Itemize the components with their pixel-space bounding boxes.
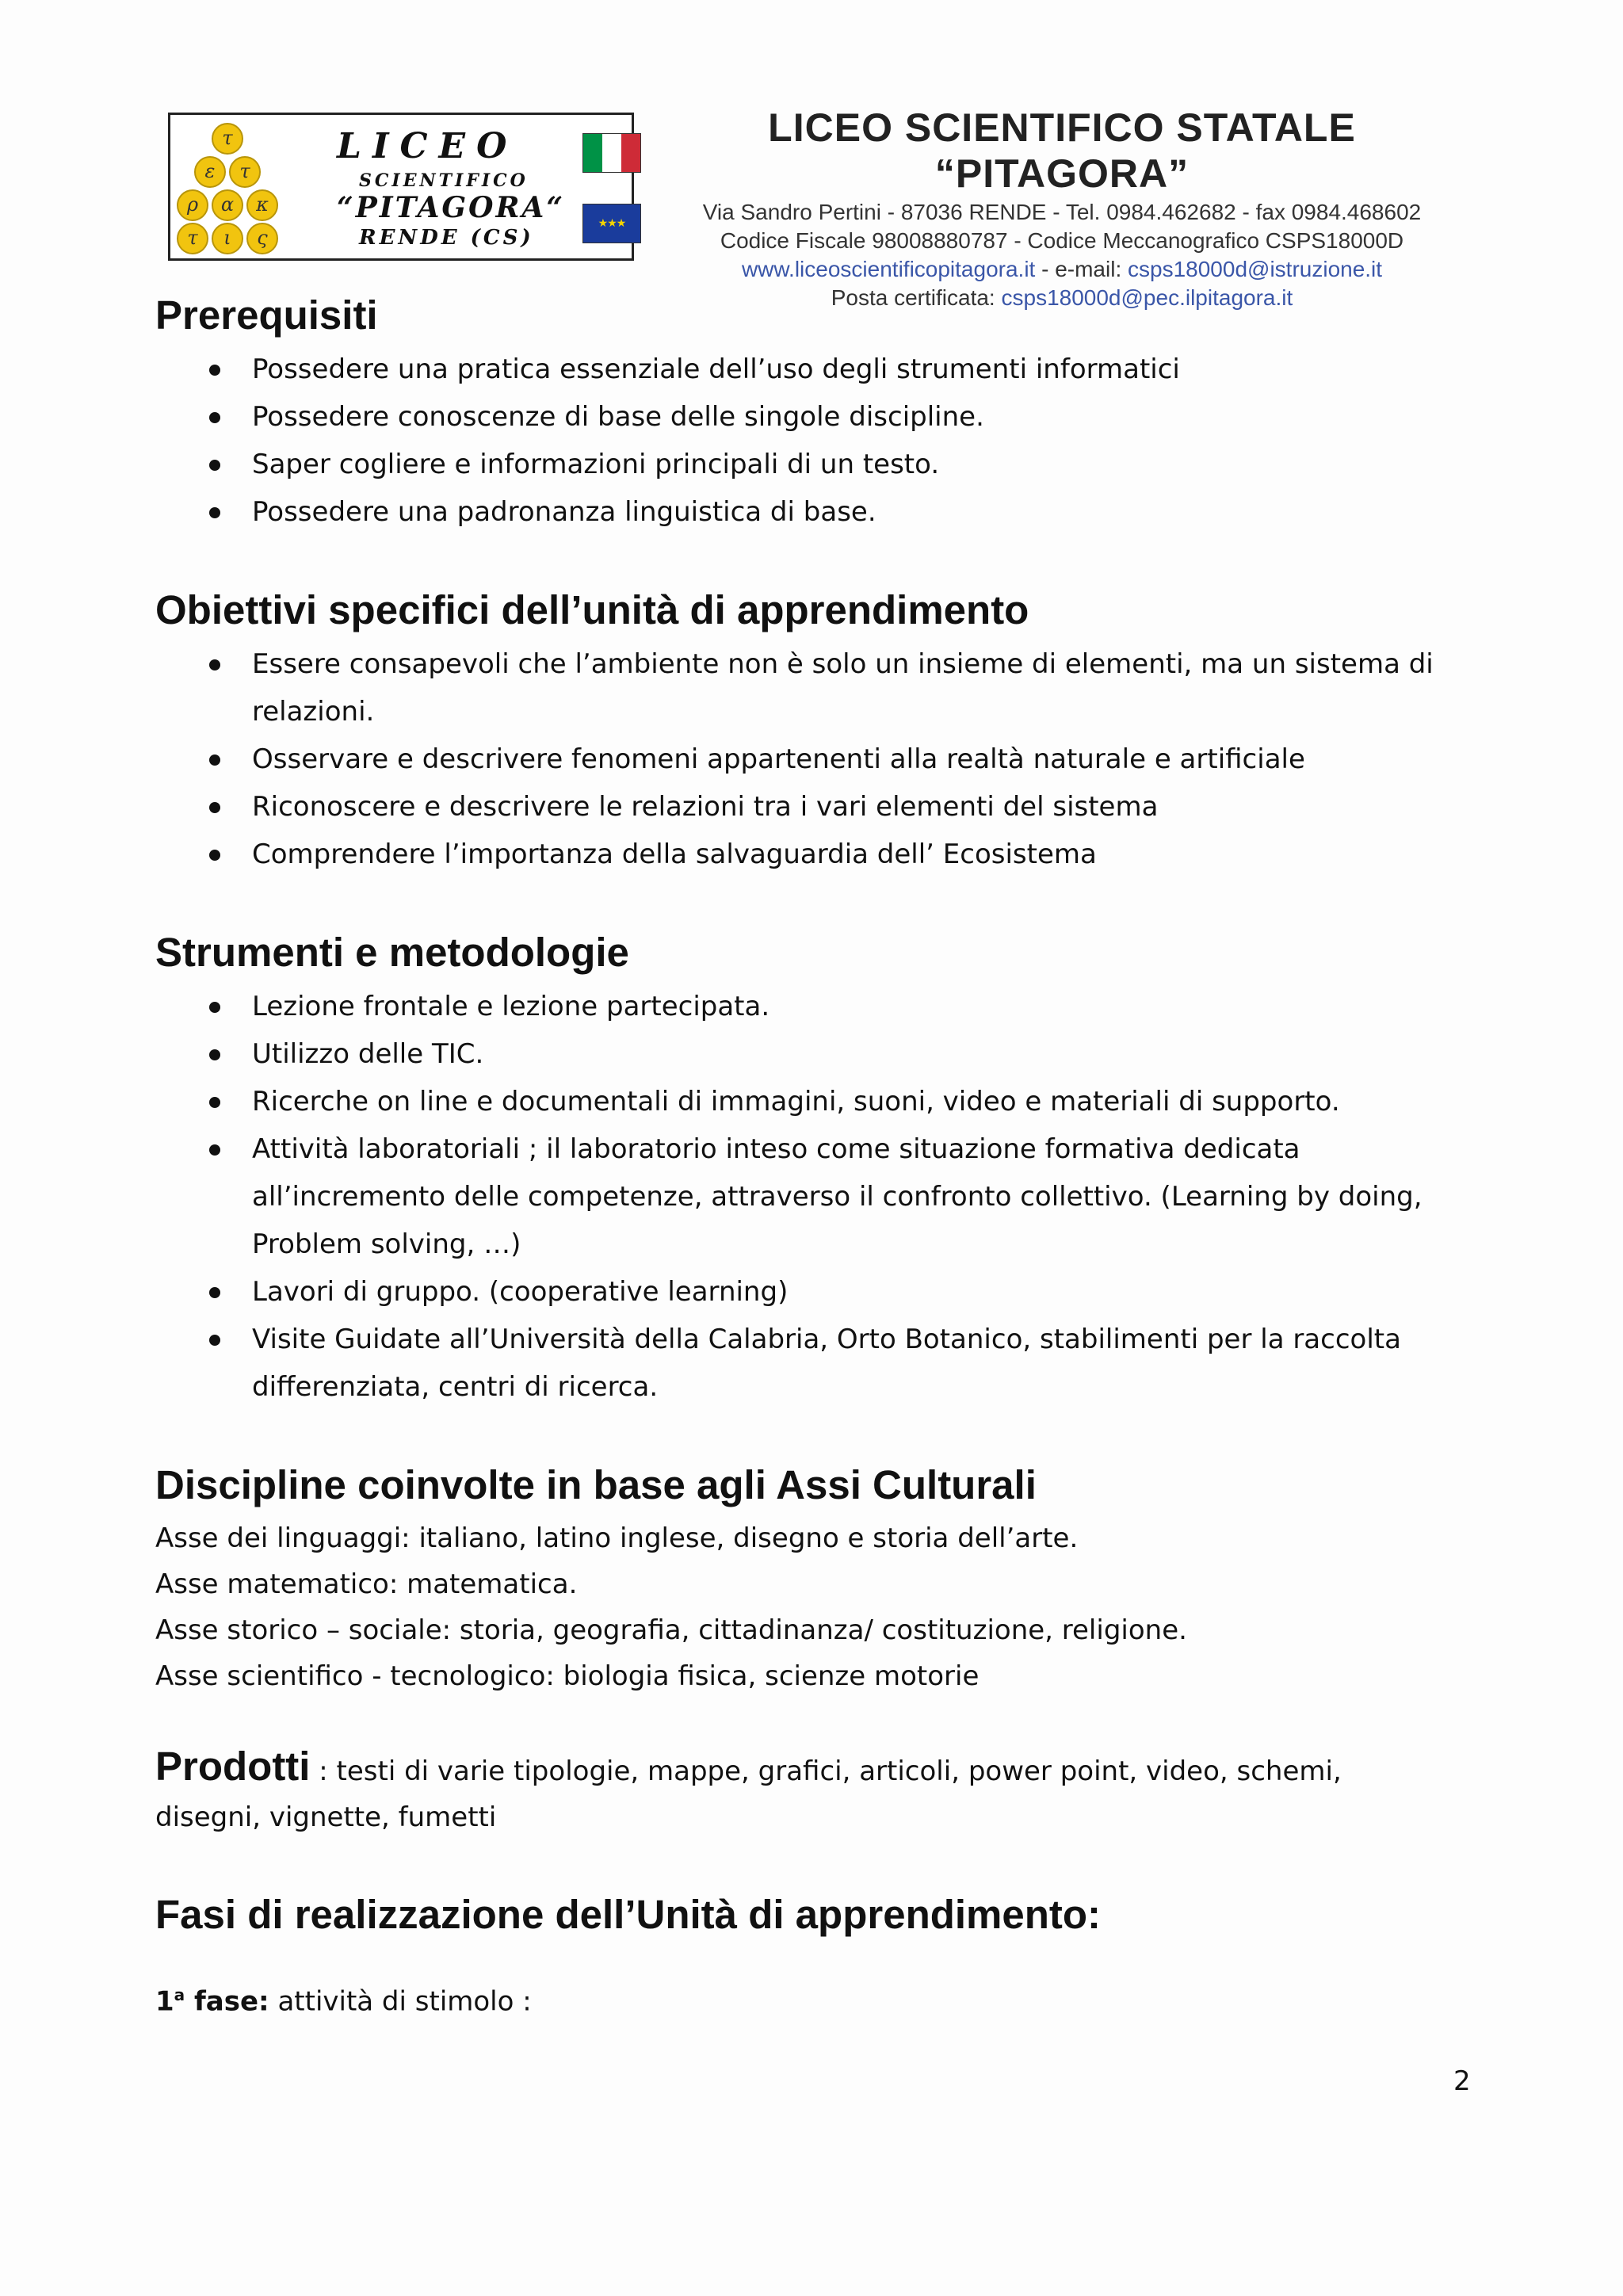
phase-label: fase: xyxy=(185,1985,269,2018)
list-item: Lavori di gruppo. (cooperative learning) xyxy=(155,1268,1455,1316)
logo-coin: τ xyxy=(212,123,243,155)
list-item: Utilizzo delle TIC. xyxy=(155,1030,1455,1078)
phase-number: 1 xyxy=(155,1985,174,2018)
section-title-prerequisiti: Prerequisiti xyxy=(155,292,378,338)
list-item: Attività laboratoriali ; il laboratorio inteso come situazione formativa dedicata all’incremento delle competenze, attraverso il confronto collettivo. (Learning by doing, Problem solving, …) xyxy=(155,1125,1455,1268)
pec-label: Posta certificata: xyxy=(831,285,1002,310)
section-title-prodotti: Prodotti xyxy=(155,1744,311,1789)
page-number: 2 xyxy=(1453,2065,1471,2097)
discipline-line: Asse scientifico - tecnologico: biologia fisica, scienze motorie xyxy=(155,1660,980,1692)
strumenti-list xyxy=(155,983,1455,1411)
document-body xyxy=(155,285,1455,2024)
list-item: Visite Guidate all’Università della Calabria, Orto Botanico, stabilimenti per la raccolta differenziata, centri di ricerca. xyxy=(155,1316,1455,1411)
logo-liceo: LICEO xyxy=(337,126,518,166)
website-link[interactable]: www.liceoscientificopitagora.it xyxy=(741,257,1036,281)
logo-coin: ε xyxy=(194,156,226,188)
logo-coin: ι xyxy=(212,223,243,254)
logo-coin: ρ xyxy=(177,189,208,221)
discipline-line: Asse matematico: matematica. xyxy=(155,1568,578,1600)
discipline-line: Asse dei linguaggi: italiano, latino inglese, disegno e storia dell’arte. xyxy=(155,1522,1079,1554)
list-item: Saper cogliere e informazioni principali di un testo. xyxy=(155,441,1455,488)
school-letterhead xyxy=(658,105,1466,312)
logo-coin: τ xyxy=(177,223,208,254)
section-title-fasi: Fasi di realizzazione dell’Unità di apprendimento: xyxy=(155,1892,1102,1937)
section-title-strumenti: Strumenti e metodologie xyxy=(155,930,629,975)
list-item: Comprendere l’importanza della salvaguardia dell’ Ecosistema xyxy=(155,831,1455,878)
list-item: Osservare e descrivere fenomeni appartenenti alla realtà naturale e artificiale xyxy=(155,735,1455,783)
logo-pitagora: “PITAGORA“ xyxy=(337,191,566,224)
school-codes: Codice Fiscale 98008880787 - Codice Meccanografico CSPS18000D xyxy=(720,228,1404,253)
email-label: - e-mail: xyxy=(1035,257,1128,281)
logo-coin: κ xyxy=(246,189,278,221)
prerequisiti-list xyxy=(155,346,1455,536)
pec-link[interactable]: csps18000d@pec.ilpitagora.it xyxy=(1001,285,1293,310)
prodotti-paragraph xyxy=(155,1744,1455,1840)
prodotti-text: : testi di varie tipologie, mappe, grafici, articoli, power point, video, schemi, disegni, vignette, fumetti xyxy=(155,1755,1342,1833)
list-item: Essere consapevoli che l’ambiente non è solo un insieme di elementi, ma un sistema di relazioni. xyxy=(155,640,1455,735)
logo-coin: α xyxy=(212,189,243,221)
school-logo xyxy=(168,113,634,261)
logo-coin: ς xyxy=(246,223,278,254)
logo-rende: RENDE (CS) xyxy=(359,226,534,250)
list-item: Ricerche on line e documentali di immagini, suoni, video e materiali di supporto. xyxy=(155,1078,1455,1125)
list-item: Lezione frontale e lezione partecipata. xyxy=(155,983,1455,1030)
italian-flag-icon xyxy=(582,133,641,173)
obiettivi-list xyxy=(155,640,1455,878)
phase-text: attività di stimolo : xyxy=(269,1985,532,2018)
logo-coin: τ xyxy=(229,156,261,188)
list-item: Possedere una padronanza linguistica di base. xyxy=(155,488,1455,536)
logo-scientifico: SCIENTIFICO xyxy=(359,170,529,191)
phase-line xyxy=(155,1972,1455,2024)
section-title-obiettivi: Obiettivi specifici dell’unità di apprendimento xyxy=(155,587,1029,632)
section-title-discipline: Discipline coinvolte in base agli Assi Culturali xyxy=(155,1462,1037,1507)
discipline-line: Asse storico – sociale: storia, geografia, cittadinanza/ costituzione, religione. xyxy=(155,1614,1187,1646)
school-address: Via Sandro Pertini - 87036 RENDE - Tel. 0984.462682 - fax 0984.468602 xyxy=(702,200,1422,224)
school-name: LICEO SCIENTIFICO STATALE “PITAGORA” xyxy=(768,105,1356,196)
eu-flag-icon: ★★★ xyxy=(582,204,641,243)
list-item: Possedere conoscenze di base delle singole discipline. xyxy=(155,393,1455,441)
email-link[interactable]: csps18000d@istruzione.it xyxy=(1128,257,1383,281)
phase-superscript: a xyxy=(174,1985,185,2004)
school-contacts xyxy=(658,255,1466,284)
list-item: Riconoscere e descrivere le relazioni tra i vari elementi del sistema xyxy=(155,783,1455,831)
list-item: Possedere una pratica essenziale dell’uso degli strumenti informatici xyxy=(155,346,1455,393)
